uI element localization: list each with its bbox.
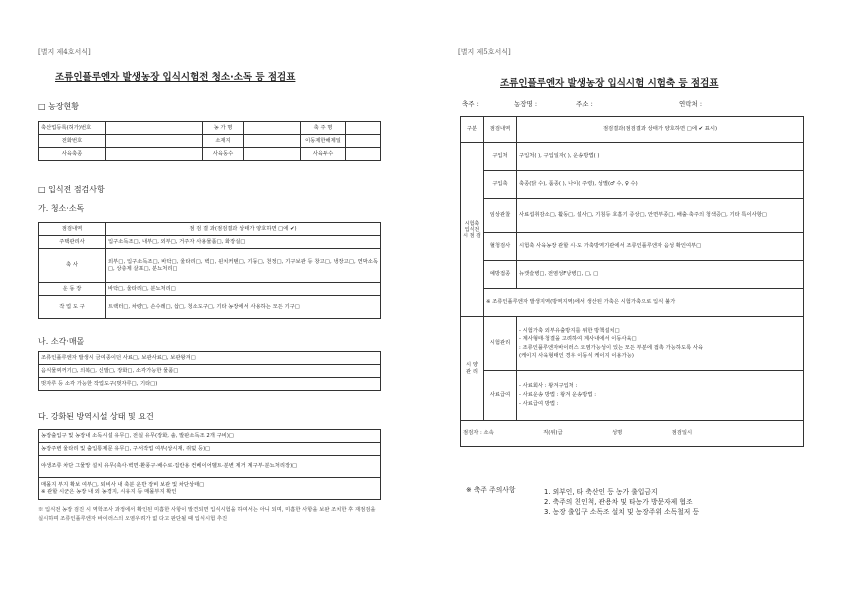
left-title: 조류인플루엔자 발생농장 입식시험전 청소·소독 등 점검표 [55, 72, 296, 83]
left-form-number: [별지 제4호서식] [38, 48, 91, 56]
burial-row[interactable]: 벗자루 등 소각 가능한 작업도구(벗자루□, 기타□) [39, 378, 381, 391]
left-footnote: ※ 입식전 농장 검진 시 역학조사 과정에서 확인된 미흡한 사항이 발견되면 입식시험을 하여서는 아니 되며, 미흡한 사항을 보완 조치한 후 재점검을 실시하며 조류인플루엔자 바이러스의 오염우려가 없 다고 판단될 때 입식시험 추진 [38, 507, 376, 522]
owner-name-label: 축 주 명 [301, 122, 346, 135]
reinforced-row[interactable]: 농장주변 울타리 및 출입통제문 유무□, 구서작업 여부(상시재, 쥐덫 등)□ [39, 443, 381, 456]
check-row-value[interactable]: - 시험가축 외부유출방지를 위한 방책설치□ - 계사형태·청결을 고려하여 계사내에서 이동사육□ : 조류인플루엔자바이러스 오염가능성이 있는 모든 부분에 접촉 가능하도록 사육 (케이지 사육형태인 경우 이동식 케이지 이용가능) [517, 317, 804, 371]
cleaning-row-label: 축 사 [39, 249, 106, 283]
cleaning-row-checks[interactable]: 입구소독조□, 내부□, 외부□, 거주자 사용물품□, 화장실□ [106, 236, 381, 249]
cleaning-heading: 가. 청소·소독 [38, 204, 85, 213]
check-row-label: 혈청검사 [484, 233, 517, 261]
farm-label: 농장명 : [514, 100, 538, 108]
cleaning-row-checks[interactable]: 외부□, 입구소독조□, 바닥□, 울타리□, 벽□, 윈치커텐□, 기둥□, 천정□, 기구보관 등 창고□, 냉장고□, 연막소독□, 상층제 살포□, 분뇨처리□ [106, 249, 381, 283]
notice-item: 1. 외부인, 타 축산인 등 농가 출입금지 [544, 488, 658, 496]
pre-stock-note: ※ 조류인플루엔자 발생지역(방역지역)에서 생산된 가축은 시험가축으로 입식 불가 [484, 289, 804, 317]
reinforced-heading: 다. 강화된 방역시설 상태 및 요건 [38, 412, 154, 421]
col-item: 점검내역 [484, 117, 517, 143]
cleaning-row-label: 작 업 도 구 [39, 296, 106, 319]
check-row-value[interactable]: 사료섭취감소□, 활동□, 설사□, 기침등 호흡기 증상□, 안면부종□, 배출·축주의 청색증□, 기타 특이사항□ [517, 199, 804, 233]
farm-status-heading: □ 농장현황 [38, 102, 80, 111]
barn-count-label: 사육동수 [203, 148, 244, 161]
reinforced-row-note: ※ 관할 시군은 농장 내 외 농경지, 시유지 등 매몰부지 확인 [41, 488, 177, 495]
right-title: 조류인플루엔자 발생농장 입식시험 시험축 등 점검표 [500, 78, 719, 89]
check-row-value[interactable]: 축종(닭 수), 품종( ), 나이( 주령), 성별(♂ 수, ♀ 수) [517, 171, 804, 199]
inspector-name-label: 성명 [611, 430, 623, 437]
address-label: 주소 : [576, 100, 593, 108]
inspector-date-label: 점검일시 [671, 430, 693, 437]
cleaning-col-item: 점검내역 [39, 223, 106, 236]
head-count-label: 사육두수 [301, 148, 346, 161]
owner-label: 축주 : [462, 100, 479, 108]
right-form-number: [별지 제5호서식] [458, 48, 511, 56]
phone-value[interactable] [106, 135, 203, 148]
pre-stock-group: 시험축 입식전 시 점 검 [461, 143, 484, 317]
cleaning-row-checks[interactable]: 바닥□, 울타리□, 분뇨처리□ [106, 283, 381, 296]
release-date-value[interactable] [346, 135, 381, 148]
check-row-value[interactable]: 뉴캣슬병□, 전염성F낭병□, □, □ [517, 261, 804, 289]
species-value[interactable] [106, 148, 203, 161]
inspector-row[interactable] [461, 421, 804, 447]
head-count-value[interactable] [346, 148, 381, 161]
check-row-label: 사료급여 [484, 371, 517, 421]
test-animal-table [460, 116, 804, 447]
inspector-rank-label: 직(위)급 [543, 430, 563, 437]
burial-heading: 나. 소각·매몰 [38, 337, 85, 346]
pre-stocking-heading: □ 입식전 점검사항 [38, 185, 105, 194]
barn-count-value[interactable] [244, 148, 301, 161]
check-row-value[interactable]: 구입처( ), 구입일자( ), 운송방법( ) [517, 143, 804, 171]
check-row-label: 예방접종 [484, 261, 517, 289]
farm-name-value[interactable] [244, 122, 301, 135]
owner-name-value[interactable] [346, 122, 381, 135]
col-result: 점검결과(점검결과 상태가 양호하면 □에 ✔ 표시) [517, 117, 804, 143]
notice-item: 2. 축주의 친인척, 관용차 및 타농가 방문자제 협조 [544, 498, 693, 507]
species-label: 사육축종 [39, 148, 106, 161]
farm-info-table [38, 121, 381, 161]
check-row-label: 시험관리 [484, 317, 517, 371]
location-label: 소재지 [203, 135, 244, 148]
release-date-label: 이동제한해제일 [301, 135, 346, 148]
col-category: 구분 [461, 117, 484, 143]
location-value[interactable] [244, 135, 301, 148]
cleaning-table [38, 222, 381, 319]
check-row-label: 구입축 [484, 171, 517, 199]
cleaning-row-label: 주택관리사 [39, 236, 106, 249]
burial-table [38, 351, 381, 391]
burial-row[interactable]: 조류인플루엔자 발생시 금여종이던 사료□, 보관사료□, 보관왕겨□ [39, 352, 381, 365]
inspector-affiliation-label: 점검자 : 소속 [463, 430, 494, 437]
farm-reg-label: 축산업등록(허가)번호 [39, 122, 106, 135]
reinforced-row[interactable]: 농장출입구 및 농장내 소독시설 유무□, 전실 유무(장화, 솔, 발판소독조 2개 구비)□ [39, 430, 381, 443]
reinforced-table [38, 429, 381, 500]
farm-reg-value[interactable] [106, 122, 203, 135]
reinforced-row-text: 매몰지 부지 확보 여부□, 퇴비사 내 축분 운반 장비 보관 및 차단상태□ [41, 482, 205, 489]
check-row-value[interactable]: - 사료회사 : 왕겨구입처 : - 사료운송 방법 : 왕겨 운송방법 : - 사료급여 방법 : [517, 371, 804, 421]
phone-label: 전화번호 [39, 135, 106, 148]
check-row-label: 임상관찰 [484, 199, 517, 233]
check-row-value[interactable]: 시험축 사육농장 관할 시·도 가축방역기관에서 조류인플루엔자 음성 확인여부□ [517, 233, 804, 261]
contact-label: 연락처 : [679, 100, 703, 108]
reinforced-row[interactable]: 야생조류 차단 그물망 설치 유무(축사·벽면·환풍구·배수로·집란용 컨베이어벨트·분변 제거 계구부·분뇨처리장)□ [39, 456, 381, 478]
notice-list [544, 487, 699, 518]
notice-label: ※ 축주 주의사항 [466, 486, 516, 494]
burial-row[interactable]: 음식물찌꺼기□, 의복□, 신발□, 장화□, 소각가능한 물품□ [39, 365, 381, 378]
post-stock-group: 시 양 관 리 [461, 317, 484, 421]
notice-item: 3. 농장 출입구 소독조 설치 및 농장주위 소독철저 등 [544, 508, 700, 517]
cleaning-col-result: 점 검 결 과(점검결과 상태가 양호하면 □에 ✔) [106, 223, 381, 236]
farm-name-label: 농 가 명 [203, 122, 244, 135]
cleaning-row-checks[interactable]: 트랙터□, 차량□, 손수레□, 삽□, 청소도구□, 기타 농장에서 사용하는 모든 기구□ [106, 296, 381, 319]
check-row-label: 구입처 [484, 143, 517, 171]
cleaning-row-label: 운 동 장 [39, 283, 106, 296]
reinforced-row[interactable] [39, 478, 381, 500]
